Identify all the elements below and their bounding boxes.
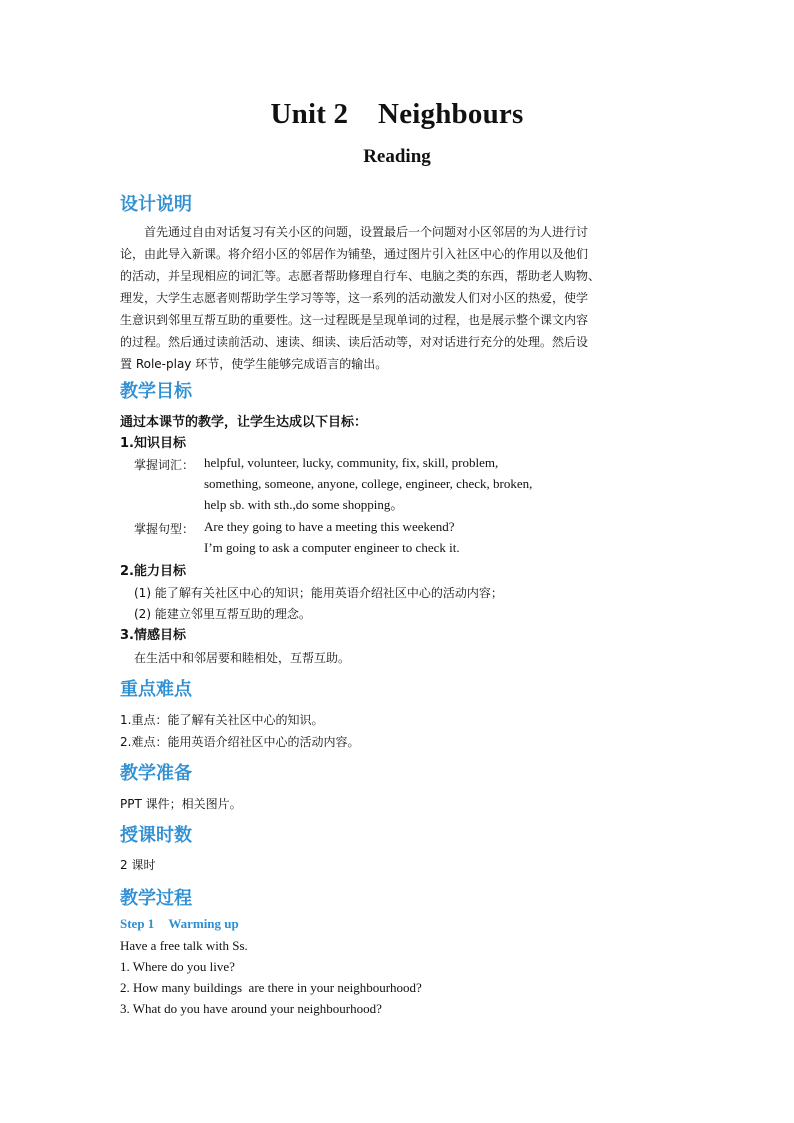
design-line: 置 Role-play 环节，使学生能够完成语言的输出。 <box>120 357 388 371</box>
sentence-label: 掌握句型： <box>134 522 195 536</box>
process-line: 3. What do you have around your neighbourhood? <box>120 1001 382 1016</box>
sentence-line: I’m going to ask a computer engineer to check it. <box>204 540 460 555</box>
section-heading-objectives: 教学目标 <box>120 381 192 402</box>
sentence-line: Are they going to have a meeting this weekend? <box>204 519 455 534</box>
section-heading-preparation: 教学准备 <box>120 763 192 784</box>
emotion-goal-title: 3.情感目标 <box>120 628 186 643</box>
design-line: 的过程。然后通过读前活动、速读、细读、读后活动等，对对话进行充分的处理。然后设 <box>120 335 589 349</box>
hours-text: 2 课时 <box>120 858 156 872</box>
section-heading-process: 教学过程 <box>120 888 192 909</box>
objectives-intro: 通过本课节的教学，让学生达成以下目标： <box>120 415 368 430</box>
ability-item: (2) 能建立邻里互帮互助的理念。 <box>134 607 311 621</box>
vocab-line: something, someone, anyone, college, engineer, check, broken, <box>204 476 533 491</box>
step-heading <box>120 916 253 932</box>
emotion-text: 在生活中和邻居要和睦相处，互帮互助。 <box>134 651 351 665</box>
step-label: Step 1 <box>120 916 155 931</box>
section-heading-hours: 授课时数 <box>120 825 192 846</box>
process-line: Have a free talk with Ss. <box>120 938 248 953</box>
step-name: Warming up <box>168 916 239 931</box>
knowledge-goal-title: 1.知识目标 <box>120 436 186 451</box>
ability-item: (1) 能了解有关社区中心的知识；能用英语介绍社区中心的活动内容； <box>134 586 503 600</box>
page-subtitle: Reading <box>363 146 431 167</box>
vocab-line: helpful, volunteer, lucky, community, fix, skill, problem, <box>204 455 499 470</box>
design-line: 理发，大学生志愿者则帮助学生学习等等，这一系列的活动激发人们对小区的热爱，使学 <box>120 291 589 305</box>
process-line: 2. How many buildings are there in your neighbourhood? <box>120 980 422 995</box>
design-line: 生意识到邻里互帮互助的重要性。这一过程既是呈现单词的过程，也是展示整个课文内容 <box>120 313 589 327</box>
ability-goal-title: 2.能力目标 <box>120 564 186 579</box>
section-heading-key-points: 重点难点 <box>120 679 192 700</box>
vocab-label: 掌握词汇： <box>134 458 195 472</box>
section-heading-design: 设计说明 <box>120 194 192 215</box>
key-point-item: 1.重点：能了解有关社区中心的知识。 <box>120 713 324 727</box>
design-line: 论，由此导入新课。将介绍小区的邻居作为铺垫，通过图片引入社区中心的作用以及他们 <box>120 247 589 261</box>
key-point-item: 2.难点：能用英语介绍社区中心的活动内容。 <box>120 735 360 749</box>
page-title: Unit 2 Neighbours <box>270 98 524 130</box>
process-line: 1. Where do you live? <box>120 959 235 974</box>
vocab-line: help sb. with sth.,do some shopping。 <box>204 497 404 512</box>
preparation-text: PPT 课件；相关图片。 <box>120 797 242 811</box>
design-line: 的活动，并呈现相应的词汇等。志愿者帮助修理自行车、电脑之类的东西，帮助老人购物、 <box>120 269 601 283</box>
design-paragraph <box>120 221 676 375</box>
design-line: 首先通过自由对话复习有关小区的问题，设置最后一个问题对小区邻居的为人进行讨 <box>144 225 589 239</box>
